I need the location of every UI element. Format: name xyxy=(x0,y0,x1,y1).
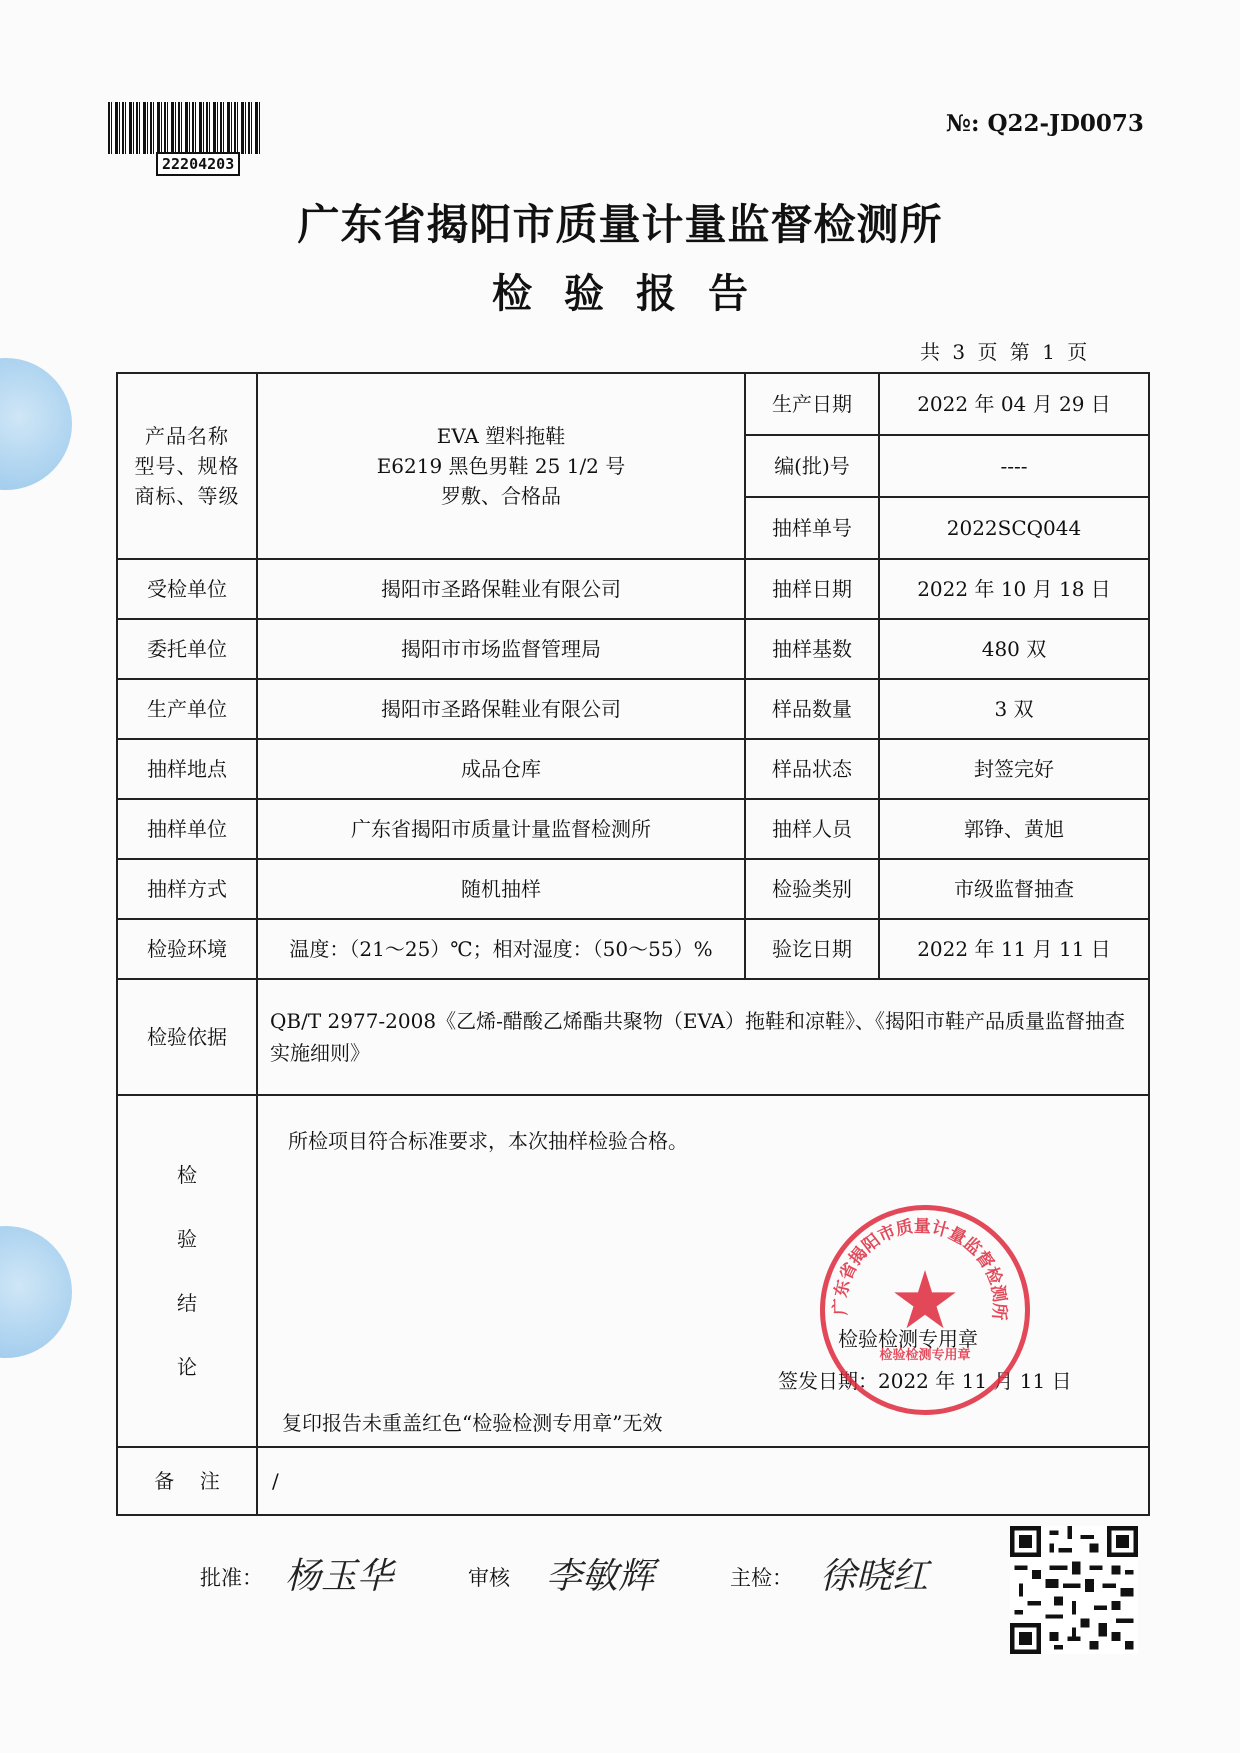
remarks-value: / xyxy=(257,1447,1149,1515)
conclusion-label-char: 验 xyxy=(177,1227,197,1251)
client-unit: 揭阳市市场监督管理局 xyxy=(257,619,745,679)
sampling-method: 随机抽样 xyxy=(257,859,745,919)
seal-label: 检验检测专用章 xyxy=(838,1327,978,1351)
manufacturer-label: 生产单位 xyxy=(117,679,257,739)
sampling-base-label: 抽样基数 xyxy=(745,619,879,679)
chief-label: 主检： xyxy=(730,1566,793,1590)
sample-state-label: 样品状态 xyxy=(745,739,879,799)
document-title: 检验报告 xyxy=(492,271,780,317)
production-date-label: 生产日期 xyxy=(745,373,879,435)
barcode-bars xyxy=(108,102,260,154)
sampling-unit: 广东省揭阳市质量计量监督检测所 xyxy=(257,799,745,859)
sampling-place: 成品仓库 xyxy=(257,739,745,799)
samplers-label: 抽样人员 xyxy=(745,799,879,859)
product-model: E6219 黑色男鞋 25 1/2 号 xyxy=(376,454,626,478)
product-label-line: 产品名称 xyxy=(145,424,229,448)
environment: 温度：（21～25）℃；相对湿度：（50～55）% xyxy=(257,919,745,979)
organization-title: 广东省揭阳市质量计量监督检测所 xyxy=(297,200,943,249)
sampling-base: 480 双 xyxy=(879,619,1149,679)
review-signature: 李敏辉 xyxy=(546,1556,655,1597)
client-unit-label: 委托单位 xyxy=(117,619,257,679)
issue-date: 签发日期：2022 年 11 月 11 日 xyxy=(778,1369,1072,1393)
sample-qty-label: 样品数量 xyxy=(745,679,879,739)
completion-date-label: 验讫日期 xyxy=(745,919,879,979)
sampling-date: 2022 年 10 月 18 日 xyxy=(879,559,1149,619)
product-name: EVA 塑料拖鞋 xyxy=(436,424,566,448)
binding-clip-top xyxy=(0,358,72,490)
sampling-date-label: 抽样日期 xyxy=(745,559,879,619)
batch-no: ---- xyxy=(879,435,1149,497)
inspection-basis: QB/T 2977-2008《乙烯-醋酸乙烯酯共聚物（EVA）拖鞋和凉鞋》、《揭阳市鞋产品质量监督抽查实施细则》 xyxy=(257,979,1149,1095)
sampling-method-label: 抽样方式 xyxy=(117,859,257,919)
copy-note: 复印报告未重盖红色“检验检测专用章”无效 xyxy=(282,1411,663,1435)
conclusion-label-char: 论 xyxy=(177,1355,197,1379)
remarks-label: 备 注 xyxy=(117,1447,257,1515)
product-brand-grade: 罗敷、合格品 xyxy=(441,484,561,508)
product-label-line: 商标、等级 xyxy=(134,484,240,508)
conclusion-label xyxy=(117,1095,257,1447)
qr-code xyxy=(1010,1526,1138,1654)
sampling-place-label: 抽样地点 xyxy=(117,739,257,799)
conclusion-label-char: 检 xyxy=(177,1163,197,1187)
manufacturer: 揭阳市圣路保鞋业有限公司 xyxy=(257,679,745,739)
completion-date: 2022 年 11 月 11 日 xyxy=(879,919,1149,979)
product-label-cell xyxy=(117,373,257,559)
barcode xyxy=(108,102,260,178)
sampling-no: 2022SCQ044 xyxy=(879,497,1149,559)
review-label: 审核 xyxy=(468,1566,510,1590)
product-label-line: 型号、规格 xyxy=(134,454,240,478)
approve-label: 批准： xyxy=(200,1566,263,1590)
barcode-number: 22204203 xyxy=(156,152,240,176)
sampling-unit-label: 抽样单位 xyxy=(117,799,257,859)
seal-bottom-text: 检验检测专用章 xyxy=(879,1348,971,1363)
sample-qty: 3 双 xyxy=(879,679,1149,739)
product-value-cell xyxy=(257,373,745,559)
binding-clip-bottom xyxy=(0,1226,72,1358)
conclusion-label-char: 结 xyxy=(177,1291,197,1315)
sample-state: 封签完好 xyxy=(879,739,1149,799)
inspection-seal xyxy=(820,1205,1030,1415)
sampling-no-label: 抽样单号 xyxy=(745,497,879,559)
inspected-unit-label: 受检单位 xyxy=(117,559,257,619)
inspection-type-label: 检验类别 xyxy=(745,859,879,919)
report-number: №: Q22-JD0073 xyxy=(946,110,1144,137)
chief-signature: 徐晓红 xyxy=(820,1556,929,1597)
samplers: 郭铮、黄旭 xyxy=(879,799,1149,859)
inspected-unit: 揭阳市圣路保鞋业有限公司 xyxy=(257,559,745,619)
page-info: 共 3 页 第 1 页 xyxy=(920,340,1088,364)
production-date: 2022 年 04 月 29 日 xyxy=(879,373,1149,435)
batch-no-label: 编(批)号 xyxy=(745,435,879,497)
approve-signature: 杨玉华 xyxy=(285,1556,394,1597)
basis-label: 检验依据 xyxy=(117,979,257,1095)
environment-label: 检验环境 xyxy=(117,919,257,979)
conclusion-text: 所检项目符合标准要求，本次抽样检验合格。 xyxy=(288,1129,688,1153)
inspection-type: 市级监督抽查 xyxy=(879,859,1149,919)
seal-org-text: 广东省揭阳市质量计量监督检测所 xyxy=(830,1216,1010,1321)
